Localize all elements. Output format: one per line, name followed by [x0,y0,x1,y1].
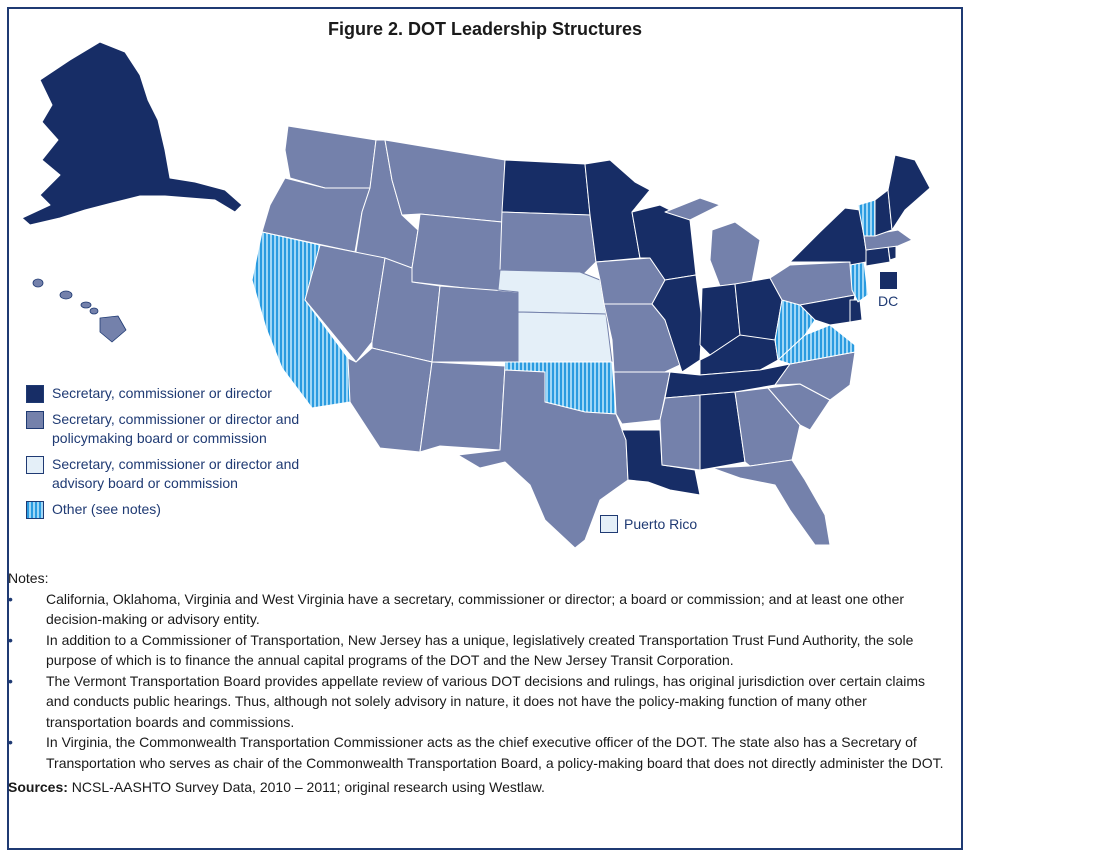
legend-item-secretary [26,384,299,403]
legend-item-advisory-board [26,455,299,493]
bullet: • [8,590,13,607]
puerto-rico-swatch [600,515,618,533]
state-wyoming [412,214,502,292]
state-south-dakota [500,212,596,278]
state-maine [888,155,930,230]
note-item [8,589,948,630]
note-item [8,630,948,671]
legend-swatch-secretary [26,385,44,403]
sources-text: NCSL-AASHTO Survey Data, 2010 – 2011; original research using Westlaw. [67,779,545,795]
puerto-rico-label: Puerto Rico [624,515,698,532]
state-delaware [850,300,862,322]
bullet: • [8,734,13,750]
figure-title: Figure 2. DOT Leadership Structures [327,19,643,39]
state-montana [385,140,505,222]
legend-swatch-advisory-board [26,456,44,474]
legend-swatch-policy-board [26,411,44,429]
note-item [8,671,948,733]
notes-list [8,589,948,774]
note-text: In Virginia, the Commonwealth Transportation Commissioner acts as the chief executive officer of the DOT. The state also has a Secretary of Transportation who serves as chair of the Commonwealth Transportation Board, a policy-making board that does not directly administer the DOT. [46,734,944,771]
dc-swatch [880,272,897,289]
note-text: California, Oklahoma, Virginia and West Virginia have a secretary, commissioner or director; a board or commission; and at least one other decision-making or advisory entity. [46,590,905,627]
puerto-rico-marker [600,514,697,533]
state-kansas [518,312,612,362]
sources-label: Sources: [8,779,68,795]
legend-label: Other (see notes) [52,501,161,517]
legend-swatch-other [26,501,44,519]
legend-label: Secretary, commissioner or director [52,385,272,401]
state-alaska [22,42,242,225]
legend-label: Secretary, commissioner or director and policymaking board or commission [52,411,300,446]
state-mississippi [660,395,700,470]
dc-marker [878,272,898,311]
legend-item-policy-board [26,410,299,448]
state-new-york [790,208,866,265]
state-washington [285,126,376,188]
map-legend [26,384,299,526]
legend-label: Secretary, commissioner or director and advisory board or commission [52,456,300,491]
sources-line [8,777,948,798]
dc-label: DC [878,293,899,309]
note-text: In addition to a Commissioner of Transportation, New Jersey has a unique, legislatively created Transportation Trust Fund Authority, the sole purpose of which is to finance the annual capital programs of the DOT and the New Jersey Transit Corporation. [46,631,914,668]
note-text: The Vermont Transportation Board provides appellate review of various DOT decisions and rulings, has original jurisdiction over certain claims and conducts public hearings. Thus, although not solely advisory in nature, it does not have the policy-making function of many other transportation boards and commissions. [46,672,926,730]
bullet: • [8,631,13,648]
notes-section [8,568,948,798]
state-arizona [348,348,432,452]
state-florida [712,460,830,545]
state-colorado [432,286,518,362]
notes-heading: Notes: [8,570,49,586]
state-new-mexico [420,362,505,452]
bullet: • [8,672,13,689]
state-north-dakota [502,160,590,215]
state-hawaii [33,279,126,342]
note-item [8,732,948,773]
legend-item-other [26,500,299,519]
